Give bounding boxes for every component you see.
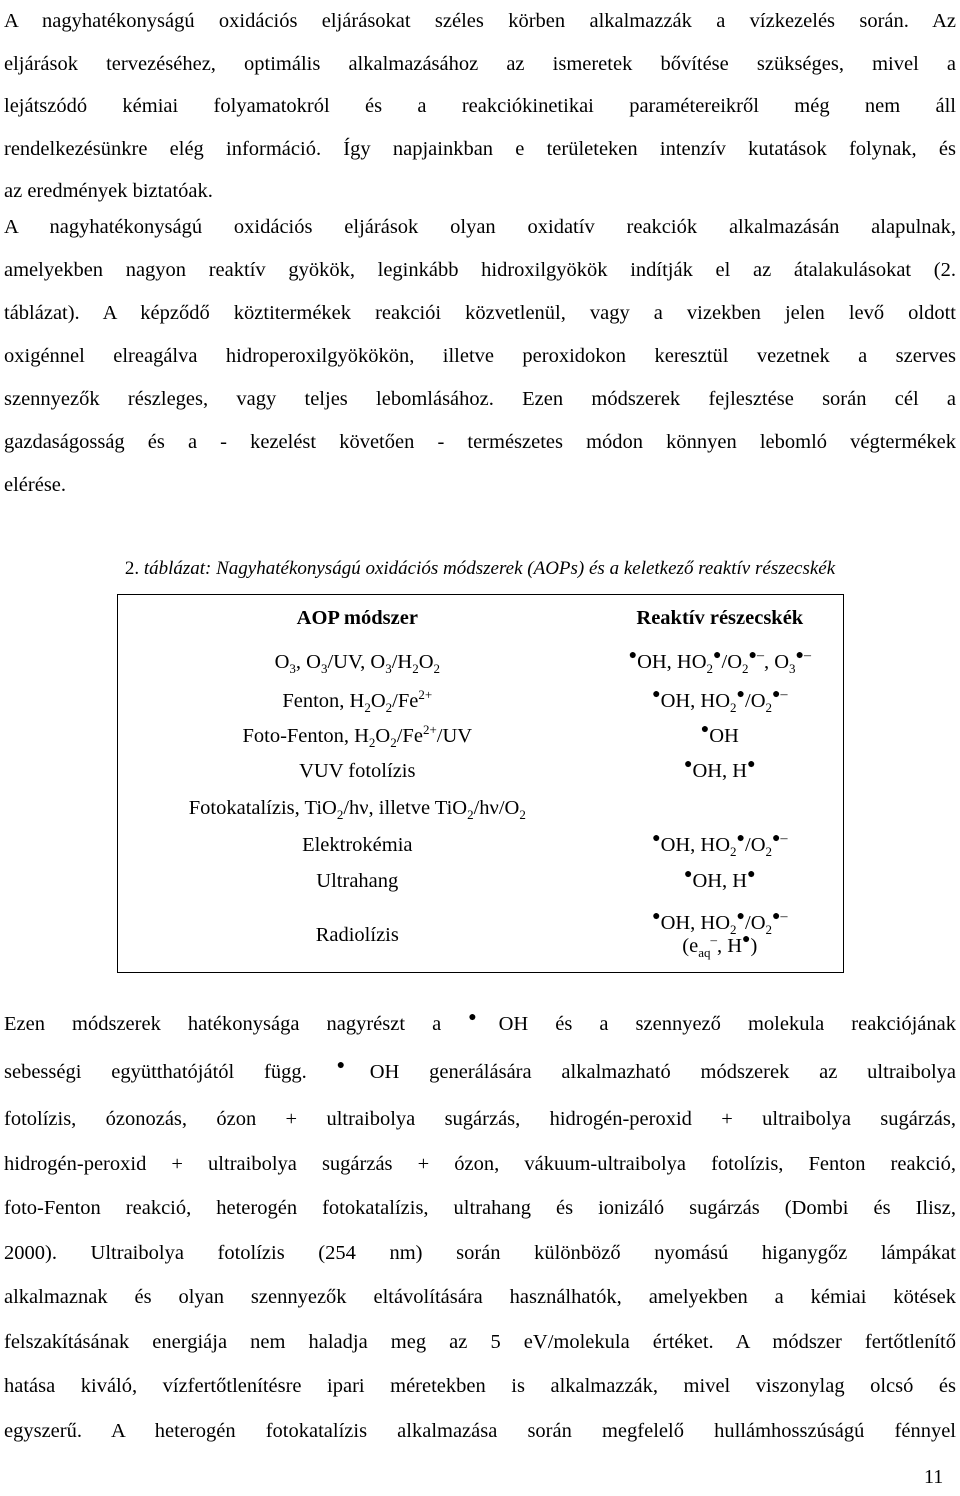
header-aop-method: AOP módszer xyxy=(296,606,418,629)
method-cell: Foto-Fenton, $H_2O_2/Fe^{2+}/UV$ xyxy=(242,721,473,750)
table-header-row xyxy=(118,595,844,642)
species-cell: ●OH, $HO_2^●/O_2^{●-}$ xyxy=(652,830,788,859)
radical-dot-icon: ● xyxy=(336,1057,370,1073)
caption-number: 2. xyxy=(124,558,144,579)
text-line: amelyekben nagyon reaktív gyökök, leginkább hidroxilgyökök indítják el az átalakulásokat (2. xyxy=(4,259,956,281)
method-cell: VUV fotolízis xyxy=(299,759,416,782)
text-line: elérése. xyxy=(4,474,67,496)
text-line: gazdaságosság és a - kezelést követően - természetes módon könnyen lebomló végtermékek xyxy=(4,431,956,453)
species-cell: ●OH, $HO_2^●/O_2^{●-}$, $O_3^{●-}$ xyxy=(628,647,811,676)
aop-table xyxy=(117,594,844,973)
species-cell: ●OH, H● xyxy=(683,866,756,892)
method-cell: $O_3$, $O_3/UV$, $O_3/H_2O_2$ xyxy=(274,650,440,676)
radical-dot-icon: ● xyxy=(468,1010,499,1025)
text-line: A nagyhatékonyságú oxidációs eljárások olyan oxidatív reakciók alkalmazásán alapulnak, xyxy=(4,216,956,238)
species-cell: ●OH, H● xyxy=(683,756,756,782)
table-row xyxy=(118,683,844,719)
text-line: 2000). Ultraibolya fotolízis (254 nm) során különböző nyomású higanygőz lámpákat xyxy=(4,1241,956,1264)
method-cell: Radiolízis xyxy=(315,923,399,946)
table-row xyxy=(118,863,844,899)
paragraph-aop-description xyxy=(4,206,956,507)
text-line: alkalmaznak és olyan szennyezők eltávolítására használhatók, amelyekben a kémiai kötések xyxy=(4,1286,956,1308)
text-line: egyszerű. A heterogén fotokatalízis alkalmazása során megfelelő hullámhosszúságú fénnyel xyxy=(4,1419,956,1442)
text-line: hidrogén-peroxid + ultraibolya sugárzás + ózon, vákuum-ultraibolya fotolízis, Fenton reakció, xyxy=(4,1152,956,1175)
species-cell xyxy=(597,789,844,827)
text-line: lejátszódó kémiai folyamatokról és a reakciókinetikai paramétereikről még nem áll xyxy=(4,95,956,117)
table-row xyxy=(118,719,844,753)
method-cell: Fenton, $H_2O_2/Fe^{2+}$ xyxy=(282,686,433,715)
text-line: foto-Fenton reakció, heterogén fotokatalízis, ultrahang és ionizáló sugárzás (Dombi és Ilisz, xyxy=(4,1197,956,1219)
table-caption xyxy=(0,556,960,582)
text-line: eljárások tervezéséhez, optimális alkalmazásához az ismeretek bővítése szükséges, mivel a xyxy=(4,52,956,75)
paragraph-oh-generation xyxy=(4,1002,956,1453)
table-row xyxy=(118,789,844,827)
table-row xyxy=(118,753,844,789)
species-cell: ●OH, $HO_2^●/O_2^{●-}$ xyxy=(652,686,788,715)
text-line: Ezen módszerek hatékonysága nagyrészt a ●OH és a szennyező molekula reakciójának xyxy=(4,1010,956,1035)
table-row xyxy=(118,899,844,972)
table-row xyxy=(118,827,844,863)
method-cell: Elektrokémia xyxy=(302,833,413,856)
header-reactive-species: Reaktív részecskék xyxy=(636,606,804,629)
table-row xyxy=(118,641,844,683)
species-cell: ●OH, $HO_2^●/O_2^{●-}$ ($e_{aq}^-$, H●) xyxy=(652,909,788,961)
text-line: oxigénnel elreagálva hidroperoxilgyökökön, illetve peroxidokon keresztül vezetnek a szerves xyxy=(4,345,956,367)
species-cell: ●OH xyxy=(700,721,739,747)
text-line: rendelkezésünkre elég információ. Így napjainkban e területeken intenzív kutatások folynak, és xyxy=(4,137,956,160)
text-line: felszakításának energiája nem haladja meg az 5 eV/molekula értéket. A módszer fertőtlenítő xyxy=(4,1330,956,1353)
text-line: A nagyhatékonyságú oxidációs eljárásokat széles körben alkalmazzák a vízkezelés során. Az xyxy=(4,10,956,32)
page-number: 11 xyxy=(924,1466,944,1488)
paragraph-intro xyxy=(4,0,956,213)
method-cell: Fotokatalízis, TiO$_2$/hν, illetve $TiO_2/h\nu/O_2$ xyxy=(188,796,526,822)
caption-text: táblázat: Nagyhatékonyságú oxidációs módszerek (AOPs) és a keletkező reaktív részecskék xyxy=(143,558,836,579)
text-line: hatása kiváló, vízfertőtlenítésre ipari méretekben is alkalmazzák, mivel viszonylag olcsó és xyxy=(4,1375,956,1397)
text-line: az eredmények biztatóak. xyxy=(4,180,213,202)
method-cell: Ultrahang xyxy=(316,869,399,892)
text-line: fotolízis, ózonozás, ózon + ultraibolya sugárzás, hidrogén-peroxid + ultraibolya sugárzás, xyxy=(4,1108,956,1130)
text-line: sebességi együtthatójától függ. ●OH generálására alkalmazható módszerek az ultraibolya xyxy=(4,1057,956,1083)
text-line: szennyezők részleges, vagy teljes lebomlásához. Ezen módszerek fejlesztése során cél a xyxy=(4,388,956,410)
text-line: táblázat). A képződő köztitermékek reakciói közvetlenül, vagy a vizekben jelen levő oldott xyxy=(4,302,956,324)
